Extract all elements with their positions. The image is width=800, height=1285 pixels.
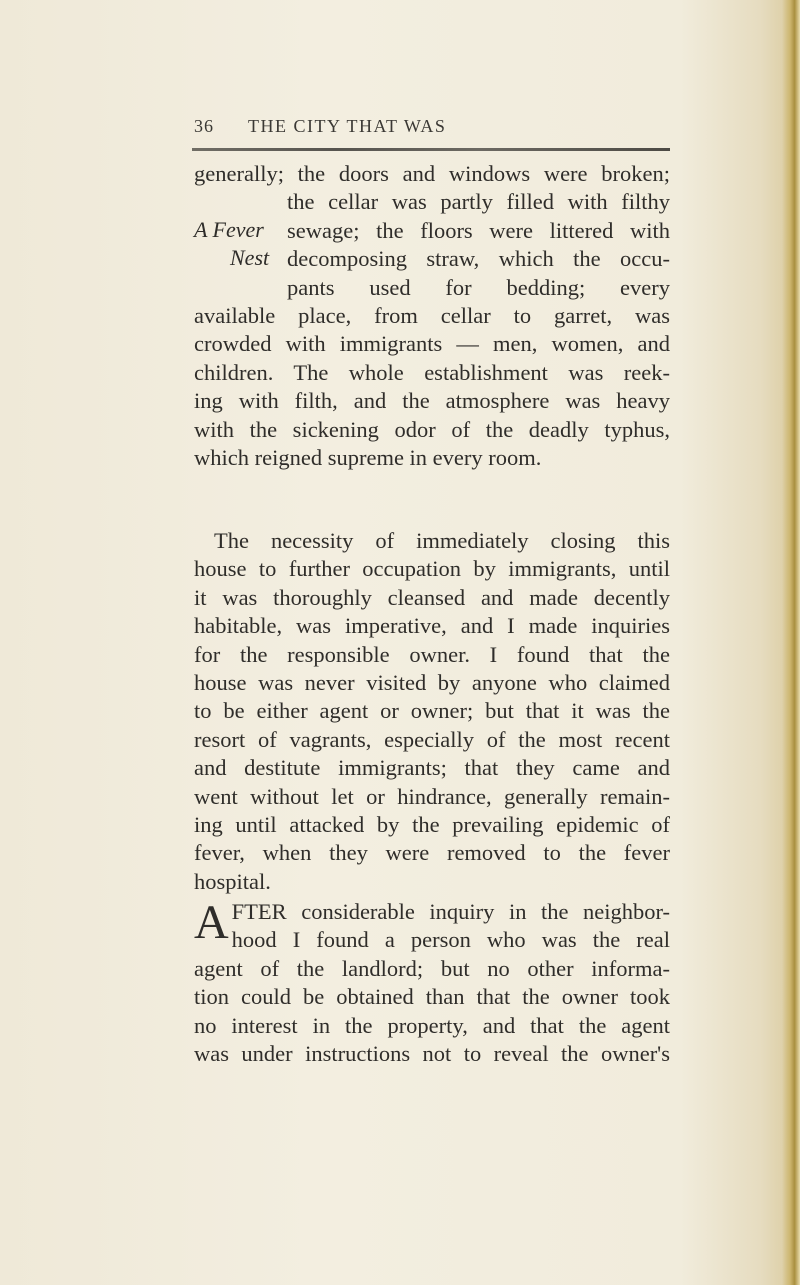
text-line: no interest in the property, and that the agent — [194, 1012, 670, 1038]
text-line: and destitute immigrants; that they came and — [194, 755, 670, 781]
text-line: fever, when they were removed to the fever — [194, 840, 670, 866]
header-rule — [192, 148, 670, 151]
text-line: decomposing straw, which the occu- — [287, 246, 670, 272]
text-line: pants used for bedding; every — [287, 274, 670, 300]
text-line: house was never visited by anyone who claimed — [194, 669, 670, 695]
text-line: available place, from cellar to garret, was — [194, 302, 670, 328]
text-line: went without let or hindrance, generally remain- — [194, 783, 670, 809]
paragraph-1 — [194, 160, 670, 472]
page-number: 36 — [194, 116, 214, 136]
page-edge — [782, 0, 800, 1285]
text-line: resort of vagrants, especially of the most recent — [194, 726, 670, 752]
text-line: agent of the landlord; but no other informa- — [194, 955, 670, 981]
text-line: tion could be obtained than that the owner took — [194, 984, 670, 1010]
text-line: generally; the doors and windows were broken; — [194, 161, 670, 186]
text-line: The necessity of immediately closing this — [214, 528, 670, 553]
page-header — [194, 116, 664, 140]
text-line: habitable, was imperative, and I made inquiries — [194, 613, 670, 639]
text-line: house to further occupation by immigrants, until — [194, 556, 670, 582]
paragraph-2 — [194, 527, 670, 896]
paragraph-3 — [194, 898, 670, 1068]
text-line: which reigned supreme in every room. — [194, 444, 542, 470]
text-line: was under instructions not to reveal the owner's — [194, 1040, 670, 1066]
running-head: THE CITY THAT WAS — [248, 116, 447, 136]
text-line: ing with filth, and the atmosphere was heavy — [194, 388, 670, 414]
text-line: for the responsible owner. I found that the — [194, 641, 670, 667]
text-line: FTER considerable inquiry in the neighbor- — [231, 899, 670, 924]
margin-note-nest: Nest — [230, 245, 270, 270]
text-line: ing until attacked by the prevailing epidemic of — [194, 811, 670, 837]
text-line: with the sickening odor of the deadly typhus, — [194, 416, 670, 442]
drop-cap: A — [194, 896, 229, 949]
text-line: it was thoroughly cleansed and made decently — [194, 584, 670, 610]
margin-note-a-fever: A Fever — [194, 217, 264, 242]
text-line: children. The whole establishment was reek- — [194, 359, 670, 385]
text-line: crowded with immigrants — men, women, and — [194, 331, 670, 357]
text-line: hospital. — [194, 868, 271, 894]
text-line: to be either agent or owner; but that it was the — [194, 698, 670, 724]
text-line: hood I found a person who was the real — [231, 927, 670, 953]
text-line: sewage; the floors were littered with — [287, 217, 670, 243]
text-line: the cellar was partly filled with filthy — [287, 189, 670, 215]
